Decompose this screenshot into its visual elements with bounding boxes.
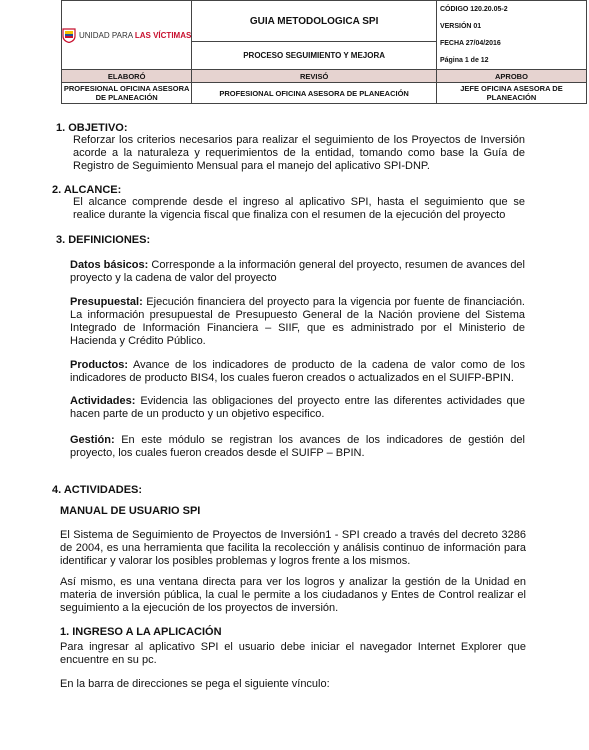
paragraph-ingreso: Para ingresar al aplicativo SPI el usuario debe iniciar el navegador Internet Explorer que encuentre en su pc. (60, 641, 526, 666)
section-definiciones-heading: 3. DEFINICIONES: (56, 234, 151, 246)
section-objetivo-heading: 1. OBJETIVO: (56, 122, 128, 134)
codigo-field: CÓDIGO 120.20.05-2 (439, 6, 508, 13)
version-field: VERSIÓN 01 (439, 23, 482, 30)
document-subtitle: PROCESO SEGUIMIENTO Y MEJORA (192, 42, 437, 70)
subsection-ingreso-heading: 1. INGRESO A LA APLICACIÓN (60, 626, 222, 638)
section-alcance-text: El alcance comprende desde el ingreso al aplicativo SPI, hasta el seguimiento que se realice durante la vigencia fiscal que finaliza con el resumen de la ejecución del proyecto (73, 196, 525, 221)
paragraph-spi-ventana: Así mismo, es una ventana directa para ver los logros y analizar la gestión de la Unidad en materia de inversión pública, la cual le permite a los ciudadanos y Entes de Control realizar el seguimiento a la ejecución de los proyectos de inversión. (60, 576, 526, 614)
fecha-field: FECHA 27/04/2016 (439, 40, 501, 47)
reviso-label: REVISÓ (192, 70, 437, 83)
aprobo-label: APROBO (436, 70, 586, 83)
logo-text: UNIDAD PARA LAS VÍCTIMAS (79, 30, 192, 40)
paragraph-vinculo: En la barra de direcciones se pega el siguiente vínculo: (60, 678, 330, 690)
manual-heading: MANUAL DE USUARIO SPI (60, 505, 201, 517)
section-objetivo-text: Reforzar los criterios necesarios para realizar el seguimiento de los Proyectos de Inversión acorde a la naturaleza y requerimientos de la entidad, tomando como base la Guía de Registro de Seguimiento Mensual para el manejo del aplicativo SPI-DNP. (73, 134, 525, 172)
definition-actividades: Actividades: Evidencia las obligaciones del proyecto entre las diferentes actividades que hacen parte de un producto y un objetivo especifico. (70, 395, 525, 420)
elaboro-label: ELABORÓ (62, 70, 192, 83)
elaboro-value: PROFESIONAL OFICINA ASESORA DE PLANEACIÓN (62, 83, 192, 104)
aprobo-value: JEFE OFICINA ASESORA DE PLANEACIÓN (436, 83, 586, 104)
section-alcance-heading: 2. ALCANCE: (52, 184, 122, 196)
definition-productos: Productos: Avance de los indicadores de producto de la cadena de valor como de los indicadores de producto BIS4, los cuales fueron creados o actualizados en el SUIFP-BPIN. (70, 359, 525, 384)
reviso-value: PROFESIONAL OFICINA ASESORA DE PLANEACIÓN (192, 83, 437, 104)
paragraph-spi-intro: El Sistema de Seguimiento de Proyectos de Inversión1 - SPI creado a través del decreto 3286 de 2004, es una herramienta que facilita la recolección y análisis continuo de información para identificar y valorar los posibles problemas y logros frente a los mismos. (60, 529, 526, 567)
pagina-field: Página 1 de 12 (439, 57, 489, 64)
definition-datos-basicos: Datos básicos: Corresponde a la información general del proyecto, resumen de avances del proyecto y la cadena de valor del proyecto (70, 259, 525, 284)
definition-presupuestal: Presupuestal: Ejecución financiera del proyecto para la vigencia por fuente de financiación. La información presupuestal de Presupuesto General de la Nación proviene del Sistema Integrado de Información Financiera – SIIF, que es administrado por el Ministerio de Hacienda y Crédito Público. (70, 296, 525, 347)
section-actividades-heading: 4. ACTIVIDADES: (52, 484, 143, 496)
definition-gestion: Gestión: En este módulo se registran los avances de los indicadores de gestión del proyecto, los cuales fueron creados desde el SUIFP – BPIN. (70, 434, 525, 459)
document-title: GUIA METODOLOGICA SPI (192, 1, 437, 42)
